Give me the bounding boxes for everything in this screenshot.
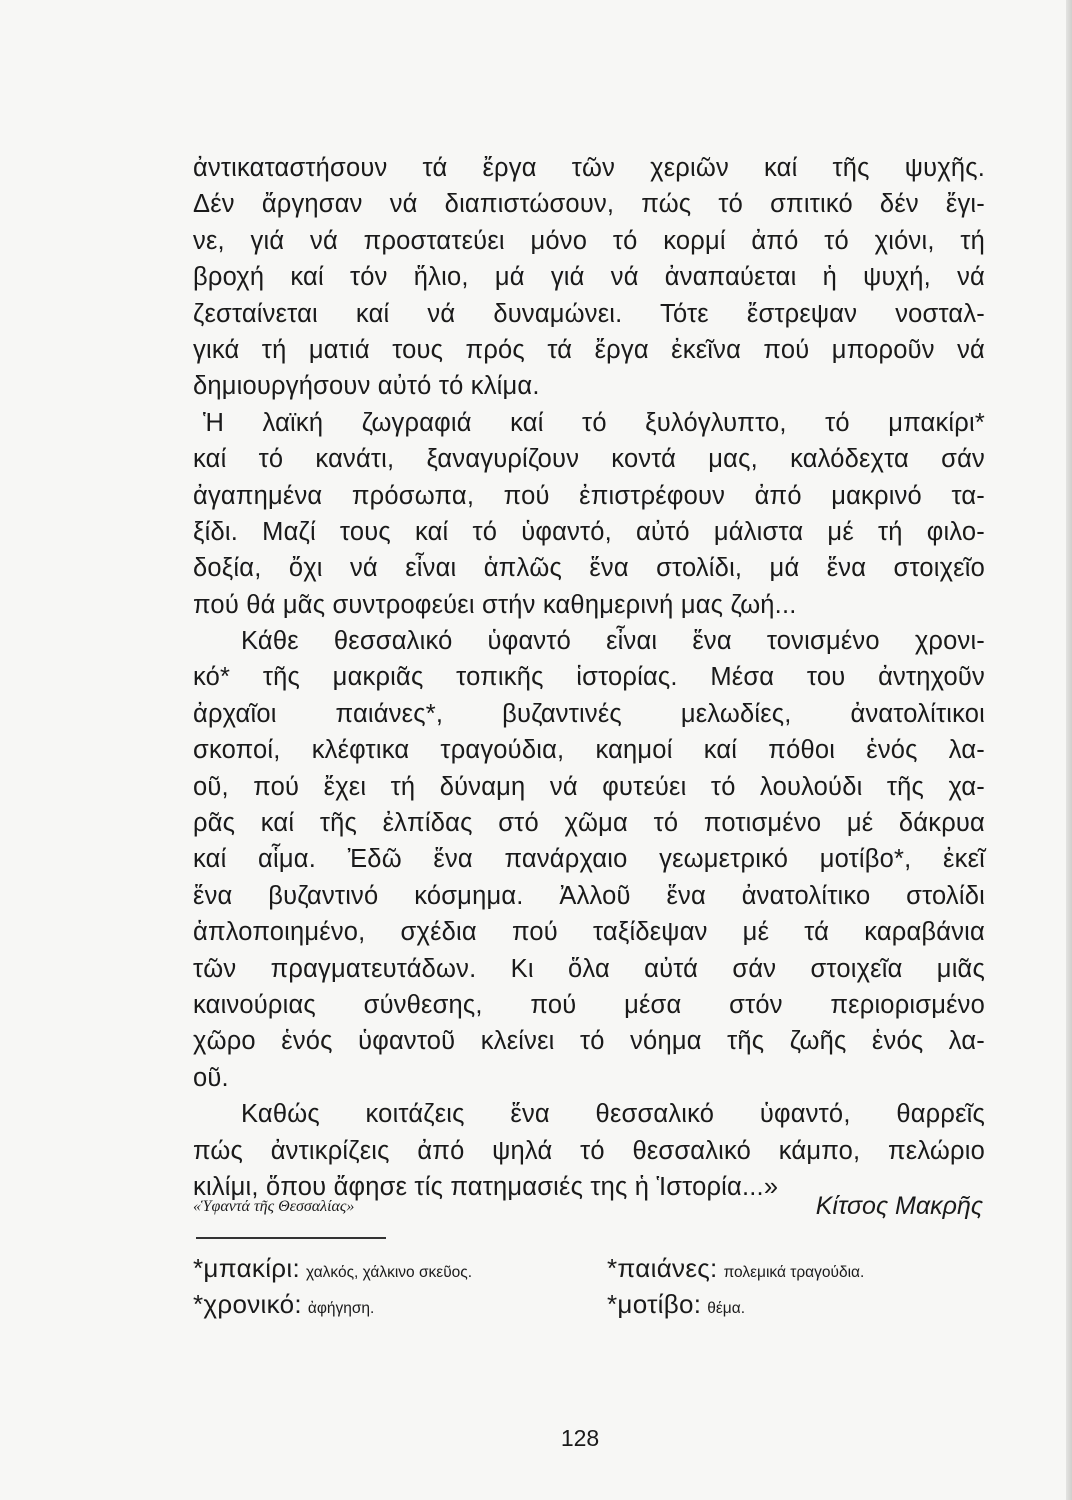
footnote-item [193, 1250, 472, 1291]
text-line: βροχή καί τόν ἥλιο, μά γιά νά ἀναπαύεται ἡ ψυχή, νά [193, 263, 985, 292]
footnote-item [607, 1250, 864, 1291]
text-line: ρᾶς καί τῆς ἐλπίδας στό χῶμα τό ποτισμένο μέ δάκρυα [193, 809, 985, 838]
text-line: ἀντικαταστήσουν τά ἔργα τῶν χεριῶν καί τῆς ψυχῆς. [193, 154, 985, 182]
footnote-term: *χρονικό: [193, 1289, 302, 1319]
footnote-definition: ἀφήγηση. [307, 1300, 375, 1317]
text-line: χῶρο ἑνός ὑφαντοῦ κλείνει τό νόημα τῆς ζωῆς ἑνός λα- [193, 1027, 985, 1056]
text-line: Δέν ἄργησαν νά διαπιστώσουν, πώς τό σπιτικό δέν ἔγι- [193, 190, 985, 219]
source-title: «Ὑφαντά τῆς Θεσσαλίας» [193, 1198, 355, 1215]
footnote-item [193, 1286, 374, 1327]
text-line: Καθώς κοιτάζεις ἕνα θεσσαλικό ὑφαντό, θαρρεῖς [241, 1100, 985, 1129]
text-line: δημιουργήσουν αὐτό τό κλίμα. [193, 372, 540, 401]
text-line: γικά τή ματιά τους πρός τά ἔργα ἐκεῖνα πού μποροῦν νά [193, 335, 985, 364]
text-line: οῦ. [193, 1063, 229, 1092]
text-line: ἁπλοποιημένο, σχέδια πού ταξίδεψαν μέ τά καραβάνια [193, 918, 985, 947]
text-line: ἀγαπημένα πρόσωπα, πού ἐπιστρέφουν ἀπό μακρινό τα- [193, 481, 985, 510]
text-line: Κάθε θεσσαλικό ὑφαντό εἶναι ἕνα τονισμένο χρονι- [241, 627, 985, 656]
text-line: ζεσταίνεται καί νά δυναμώνει. Τότε ἔστρεψαν νοσταλ- [193, 299, 985, 328]
text-line: Ἡ λαϊκή ζωγραφιά καί τό ξυλόγλυπτο, τό μπακίρι* [203, 408, 985, 437]
source-attribution [193, 1192, 983, 1228]
text-line: οῦ, πού ἔχει τή δύναμη νά φυτεύει τό λουλούδι τῆς χα- [193, 772, 985, 801]
text-line: ἀρχαῖοι παιάνες*, βυζαντινές μελωδίες, ἀνατολίτικοι [193, 699, 985, 728]
text-line: κιλίμι, ὅπου ἄφησε τίς πατημασιές της ἡ Ἱστορία...» [193, 1172, 779, 1201]
text-line: νε, γιά νά προστατεύει μόνο τό κορμί ἀπό τό χιόνι, τή [193, 226, 985, 255]
footnote-term: *παιάνες: [607, 1253, 718, 1283]
footnotes [193, 1250, 993, 1322]
footnote-definition: πολεμικά τραγούδια. [723, 1264, 865, 1281]
text-line: σκοποί, κλέφτικα τραγούδια, καημοί καί πόθοι ἑνός λα- [193, 736, 985, 765]
text-line: καί αἷμα. Ἐδῶ ἕνα πανάρχαιο γεωμετρικό μοτίβο*, ἐκεῖ [193, 845, 985, 874]
text-line: δοξία, ὄχι νά εἶναι ἁπλῶς ἕνα στολίδι, μά ἕνα στοιχεῖο [193, 554, 985, 583]
body-text [193, 150, 985, 1205]
footnote-term: *μπακίρι: [193, 1253, 300, 1283]
text-line: καί τό κανάτι, ξαναγυρίζουν κοντά μας, καλόδεχτα σάν [193, 445, 985, 474]
text-line: τῶν πραγματευτάδων. Κι ὅλα αὐτά σάν στοιχεῖα μιᾶς [193, 954, 985, 983]
text-line: πώς ἀντικρίζεις ἀπό ψηλά τό θεσσαλικό κάμπο, πελώριο [193, 1136, 985, 1165]
footnote-definition: θέμα. [707, 1300, 746, 1317]
text-line: ἕνα βυζαντινό κόσμημα. Ἀλλοῦ ἕνα ἀνατολίτικο στολίδι [193, 881, 985, 910]
text-line: καινούριας σύνθεσης, πού μέσα στόν περιορισμένο [193, 990, 985, 1019]
text-line: πού θά μᾶς συντροφεύει στήν καθημερινή μας ζωή... [193, 590, 797, 619]
footnote-definition: χαλκός, χάλκινο σκεῦος. [305, 1264, 473, 1281]
footnote-row [193, 1286, 993, 1322]
footnote-term: *μοτίβο: [607, 1289, 702, 1319]
footnote-row [193, 1250, 993, 1286]
page-edge-shadow [1066, 0, 1072, 1500]
text-line: ξίδι. Μαζί τους καί τό ὑφαντό, αὐτό μάλιστα μέ τή φιλο- [193, 517, 985, 546]
footnote-item [607, 1286, 745, 1327]
source-author: Κίτσος Μακρῆς [815, 1192, 983, 1220]
text-line: κό* τῆς μακριᾶς τοπικῆς ἱστορίας. Μέσα του ἀντηχοῦν [193, 663, 985, 692]
page-number: 128 [560, 1425, 600, 1451]
footnote-divider [196, 1237, 386, 1239]
